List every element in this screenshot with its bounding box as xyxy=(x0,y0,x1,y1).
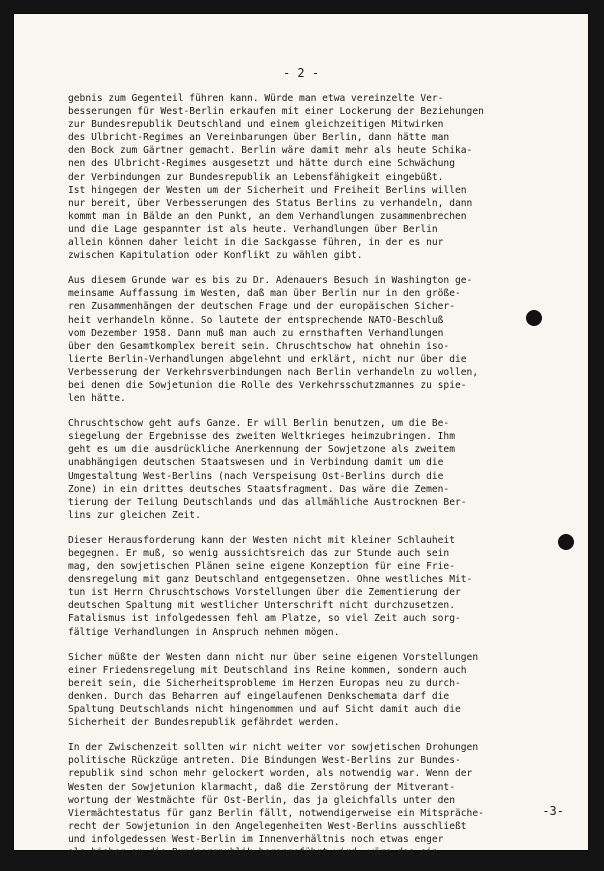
text-line: politische Rückzüge antreten. Die Bindungen West-Berlins zur Bundes- xyxy=(68,755,461,767)
text-line: geht es um die ausdrückliche Anerkennung der Sowjetzone als zweitem xyxy=(68,444,455,456)
paragraph xyxy=(68,534,572,639)
paragraph xyxy=(68,651,572,730)
page-number: - 2 - xyxy=(282,66,320,80)
text-line: fältige Verhandlungen in Anspruch nehmen mögen. xyxy=(68,626,340,638)
text-line: recht der Sowjetunion in den Angelegenheiten West-Berlins ausschließt xyxy=(68,820,467,832)
text-line: und die Lage gespannter ist als heute. Verhandlungen über Berlin xyxy=(68,223,438,235)
text-line: lins zur gleichen Zeit. xyxy=(68,509,201,521)
text-line: wortung der Westmächte für Ost-Berlin, das ja gleichfalls unter den xyxy=(68,794,455,806)
document-page xyxy=(14,14,588,858)
text-line: besserungen für West-Berlin erkaufen mit einer Lockerung der Beziehungen xyxy=(68,106,484,118)
text-line: den Bock zum Gärtner gemacht. Berlin wäre damit mehr als heute Schika- xyxy=(68,145,473,157)
text-line: Fatalismus ist infolgedessen fehl am Platze, so viel Zeit auch sorg- xyxy=(68,613,461,625)
text-line: bereit sein, die Sicherheitsprobleme im Herzen Europas neu zu durch- xyxy=(68,677,461,689)
text-line: Aus diesem Grunde war es bis zu Dr. Adenauers Besuch in Washington ge- xyxy=(68,275,473,287)
text-line: Westen der Sowjetunion klarmacht, daß die Zerstörung der Mitverant- xyxy=(68,781,455,793)
continuation-marker: -3- xyxy=(542,804,564,818)
text-line: über den Gesamtkomplex bereit sein. Chruschtschow hat ohnehin iso- xyxy=(68,340,450,352)
text-line: tierung der Teilung Deutschlands und das allmähliche Austrocknen Ber- xyxy=(68,496,467,508)
text-line: Dieser Herausforderung kann der Westen nicht mit kleiner Schlauheit xyxy=(68,534,455,546)
text-line: siegelung der Ergebnisse des zweiten Weltkrieges heimzubringen. Ihm xyxy=(68,431,455,443)
text-line: Zone) in ein drittes deutsches Staatsfragment. Das wäre die Zemen- xyxy=(68,483,450,495)
text-line: heit verhandeln könne. So lautete der entsprechende NATO-Beschluß xyxy=(68,314,444,326)
punch-hole xyxy=(526,310,542,326)
text-line: Sicherheit der Bundesrepublik gefährdet werden. xyxy=(68,717,340,729)
text-line: len hätte. xyxy=(68,393,126,405)
text-line: Verbesserung der Verkehrsverbindungen nach Berlin verhandeln zu wollen, xyxy=(68,366,479,378)
paragraph xyxy=(68,92,572,262)
text-line: Viermächtestatus für ganz Berlin fällt, notwendigerweise ein Mitspräche- xyxy=(68,807,484,819)
punch-hole xyxy=(558,534,574,550)
text-line: meinsame Auffassung im Westen, daß man über Berlin nur in den größe- xyxy=(68,288,461,300)
text-line: tun ist Herrn Chruschtschows Vorstellungen über die Zementierung der xyxy=(68,587,461,599)
text-line: des Ulbricht-Regimes an Vereinbarungen über Berlin, dann hätte man xyxy=(68,132,450,144)
text-line: und infolgedessen West-Berlin im Innenverhältnis noch etwas enger xyxy=(68,833,444,845)
text-line: mag, den sowjetischen Plänen seine eigene Konzeption für eine Frie- xyxy=(68,561,455,573)
text-line: Ist hingegen der Westen um der Sicherheit und Freiheit Berlins willen xyxy=(68,184,467,196)
text-line: Sicher müßte der Westen dann nicht nur über seine eigenen Vorstellungen xyxy=(68,651,479,663)
text-line: denken. Durch das Beharren auf eingelaufenen Denkschemata darf die xyxy=(68,690,450,702)
text-line: zwischen Kapitulation oder Konflikt zu wählen gibt. xyxy=(68,250,363,262)
text-line: deutschen Spaltung mit westlicher Unterschrift nicht durchzusetzen. xyxy=(68,600,455,612)
text-line: ren Zusammenhängen der deutschen Frage und der europäischen Sicher- xyxy=(68,301,455,313)
paragraph xyxy=(68,417,572,522)
text-line: densregelung mit ganz Deutschland entgegensetzen. Ohne westliches Mit- xyxy=(68,574,473,586)
text-line: kommt man in Bälde an den Punkt, an dem Verhandlungen zusammenbrechen xyxy=(68,210,467,222)
text-line: als bisher an die Bundesrepublik herangeführt wird, wäre das ein xyxy=(68,846,438,858)
text-line: nen des Ulbricht-Regimes ausgesetzt und hätte durch eine Schwächung xyxy=(68,158,455,170)
text-line: lierte Berlin-Verhandlungen abgelehnt und erklärt, nicht nur über die xyxy=(68,353,467,365)
paragraph xyxy=(68,741,572,859)
paragraph xyxy=(68,274,572,405)
body-text xyxy=(68,92,572,871)
text-line: unabhängigen deutschen Staatswesen und in Verbindung damit um die xyxy=(68,457,444,469)
text-line: der Verbindungen zur Bundesrepublik an Lebensfähigkeit eingebüßt. xyxy=(68,171,444,183)
text-line: Chruschtschow geht aufs Ganze. Er will Berlin benutzen, um die Be- xyxy=(68,418,450,430)
text-line: nur bereit, über Verbesserungen des Status Berlins zu verhandeln, dann xyxy=(68,197,473,209)
text-line: zur Bundesrepublik Deutschland und einem gleichzeitigen Mitwirken xyxy=(68,119,444,131)
text-line: begegnen. Er muß, so wenig aussichtsreich das zur Stunde auch sein xyxy=(68,548,450,559)
text-line: gebnis zum Gegenteil führen kann. Würde man etwa vereinzelte Ver- xyxy=(68,93,444,104)
text-line: In der Zwischenzeit sollten wir nicht weiter vor sowjetischen Drohungen xyxy=(68,742,479,754)
text-line: republik sind schon mehr gelockert worden, als notwendig war. Wenn der xyxy=(68,768,473,780)
text-line: Umgestaltung West-Berlins (nach Verspeisung Ost-Berlins durch die xyxy=(68,470,444,482)
text-line: Spaltung Deutschlands nicht hingenommen und auf Sicht damit auch die xyxy=(68,704,461,716)
text-line: vom Dezember 1958. Dann muß man auch zu ernsthaften Verhandlungen xyxy=(68,327,444,339)
text-line: bei denen die Sowjetunion die Rolle des Verkehrsschutzmannes zu spie- xyxy=(68,379,467,391)
text-line: allein können daher leicht in die Sackgasse führen, in der es nur xyxy=(68,237,444,249)
text-line: einer Friedensregelung mit Deutschland ins Reine kommen, sondern auch xyxy=(68,664,467,676)
